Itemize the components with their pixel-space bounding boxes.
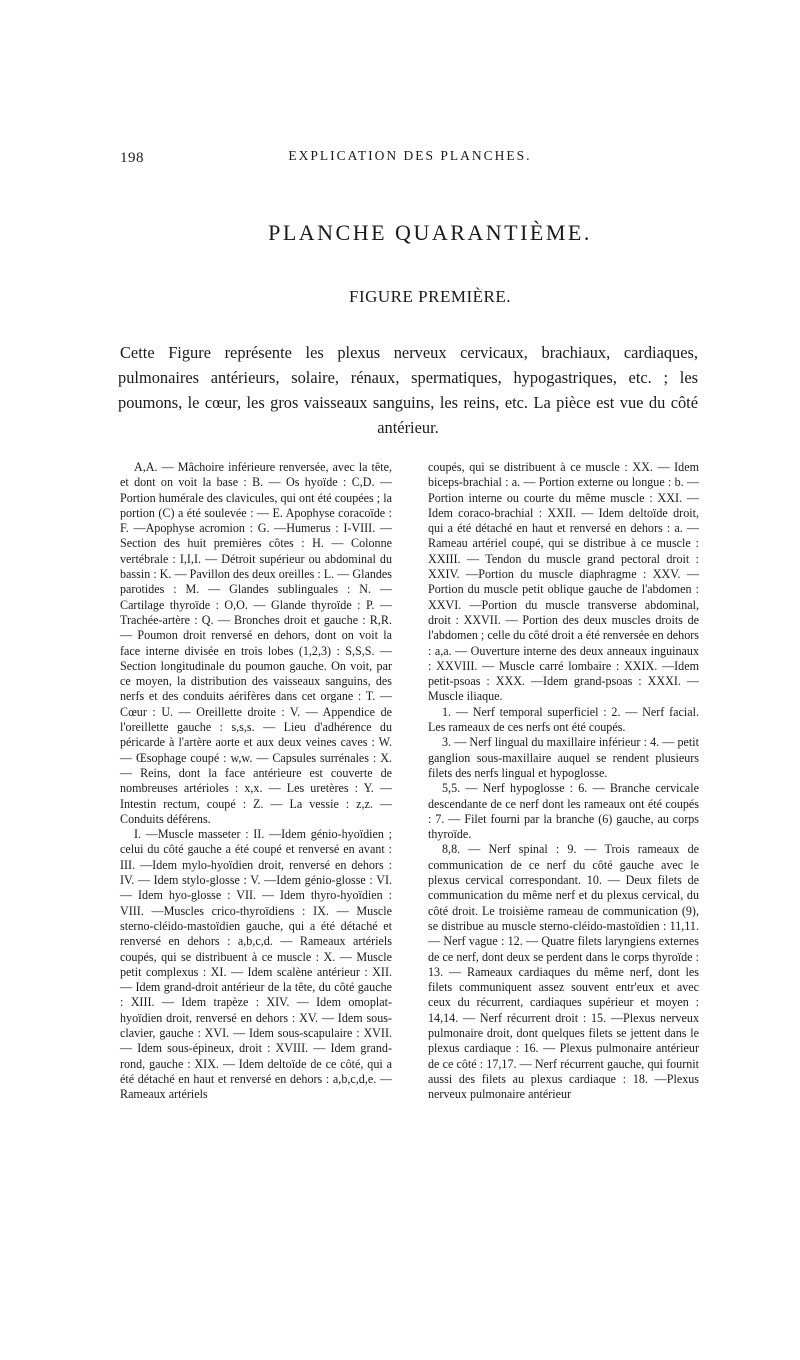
legend-paragraph: coupés, qui se distribuent à ce muscle : XX. — Idem biceps-brachial : a. — Portion externe ou longue : b. — Portion interne ou courte du même muscle : XXI. — Idem coraco-brachial : XXII. — Idem deltoïde droit, qui a été détaché en haut et renversé en dehors : a. — Rameau artériel coupé, qui se distribue à ce muscle : XXIII. — Tendon du muscle grand pectoral droit : XXIV. —Portion du muscle diaphragme : XXV. — Portion du muscle petit oblique gauche de l'abdomen : XXVI. —Portion du muscle transverse abdominal, droit : XXVII. — Portion des deux muscles droits de l'abdomen ; celle du côté droit a été renversée en dehors : a,a. — Ouverture interne des deux anneaux inguinaux : XXVIII. — Muscle carré lombaire : XXIX. —Idem petit-psoas : XXX. —Idem grand-psoas : XXXI. —Muscle iliaque. [428,460,699,704]
left-column [120,460,392,1102]
legend-paragraph: 5,5. — Nerf hypoglosse : 6. — Branche cervicale descendante de ce nerf dont les rameaux ont été coupés : 7. — Filet fourni par la branche (6) gauche, au corps thyroïde. [428,781,699,842]
right-column [428,460,699,1102]
legend-paragraph: 3. — Nerf lingual du maxillaire inférieur : 4. — petit ganglion sous-maxillaire auquel se rendent plusieurs filets des nerfs lingual et hypoglosse. [428,735,699,780]
running-title: EXPLICATION DES PLANCHES. [288,148,532,163]
legend-paragraph: I. —Muscle masseter : II. —Idem génio-hyoïdien ; celui du côté gauche a été coupé et renversé en avant : III. —Idem mylo-hyoïdien droit, renversé en dehors : IV. — Idem stylo-glosse : V. —Idem génio-glosse : VI. — Idem hyo-glosse : VII. — Idem thyro-hyoïdien : VIII. —Muscles crico-thyroïdiens : IX. — Muscle sterno-cléido-mastoïdien gauche, qui a été détaché et renversé en dehors : a,b,c,d. — Rameaux artériels coupés, qui se distribuent à ce muscle : X. — Muscle petit complexus : XI. — Idem scalène antérieur : XII. — Idem grand-droit antérieur de la tête, du côté gauche : XIII. — Idem trapèze : XIV. — Idem omoplat-hyoïdien droit, renversé en dehors : XV. — Idem sous-clavier, gauche : XVI. — Idem sous-scapulaire : XVII. — Idem sous-épineux, droit : XVIII. — Idem grand-rond, gauche : XIX. — Idem deltoïde de ce côté, qui a été détaché en haut et renversé en dehors : a,b,c,d,e. —Rameaux artériels [120,827,392,1102]
plate-title: PLANCHE QUARANTIÈME. [268,220,592,245]
intro-paragraph: Cette Figure représente les plexus nerveux cervicaux, brachiaux, cardiaques, pulmonaires antérieurs, solaire, rénaux, spermatiques, hypogastriques, etc. ; les poumons, le cœur, les gros vaisseaux sanguins, les reins, etc. La pièce est vue du côté antérieur. [118,343,698,437]
figure-title: FIGURE PREMIÈRE. [349,287,511,306]
page-number: 198 [120,150,144,166]
legend-paragraph: 8,8. — Nerf spinal : 9. — Trois rameaux de communication de ce nerf du côté gauche avec le plexus cervical correspondant. 10. — Deux filets de communication du même nerf et du plexus cervical, du côté droit. Le troisième rameau de communication (9), se distribue au muscle sterno-cléido-mastoïdien : 11,11. — Nerf vague : 12. — Quatre filets laryngiens externes de ce nerf, dont deux se perdent dans le corps thyroïde : 13. — Rameaux cardiaques du même nerf, dont les filets communiquent assez souvent entr'eux et avec ceux du récurrent, cardiaques supérieur et moyen : 14,14. — Nerf récurrent droit : 15. —Plexus nerveux pulmonaire droit, dont quelques filets se jettent dans le plexus cardiaque : 16. — Plexus pulmonaire antérieur de ce côté : 17,17. — Nerf récurrent gauche, qui fournit aussi des filets au plexus cardiaque : 18. —Plexus nerveux pulmonaire antérieur [428,842,699,1102]
legend-paragraph: 1. — Nerf temporal superficiel : 2. — Nerf facial. Les rameaux de ces nerfs ont été coupés. [428,704,699,735]
legend-paragraph: A,A. — Mâchoire inférieure renversée, avec la tête, et dont on voit la base : B. — Os hyoïde : C,D. —Portion humérale des clavicules, qui ont été coupées ; la portion (C) a été soulevée : — E. Apophyse coracoïde : F. —Apophyse acromion : G. —Humerus : I-VIII. — Section des huit premières côtes : H. — Colonne vertébrale : I,I,I. — Détroit supérieur ou abdominal du bassin : K. — Pavillon des deux oreilles : L. — Glandes parotides : M. — Glandes sublinguales : N. — Cartilage thyroïde : O,O. — Glande thyroïde : P. — Trachée-artère : Q. — Bronches droit et gauche : R,R. — Poumon droit renversé en dehors, dont on voit la face interne divisée en trois lobes (1,2,3) : S,S,S. —Section longitudinale du poumon gauche. On voit, par ce moyen, la distribution des vaisseaux sanguins, des nerfs et des conduits aérifères dans cet organe : T. —Cœur : U. — Oreillette droite : V. — Appendice de l'oreillette gauche : s,s,s. — Lieu d'adhérence du péricarde à l'artère aorte et aux deux veines caves : W. — Œsophage coupé : w,w. — Capsules surrénales : X. — Reins, dont la face antérieure est couverte de nombreuses artérioles : x,x. — Les uretères : Y. — Intestin rectum, coupé : Z. — La vessie : z,z. — Conduits déférens. [120,460,392,826]
